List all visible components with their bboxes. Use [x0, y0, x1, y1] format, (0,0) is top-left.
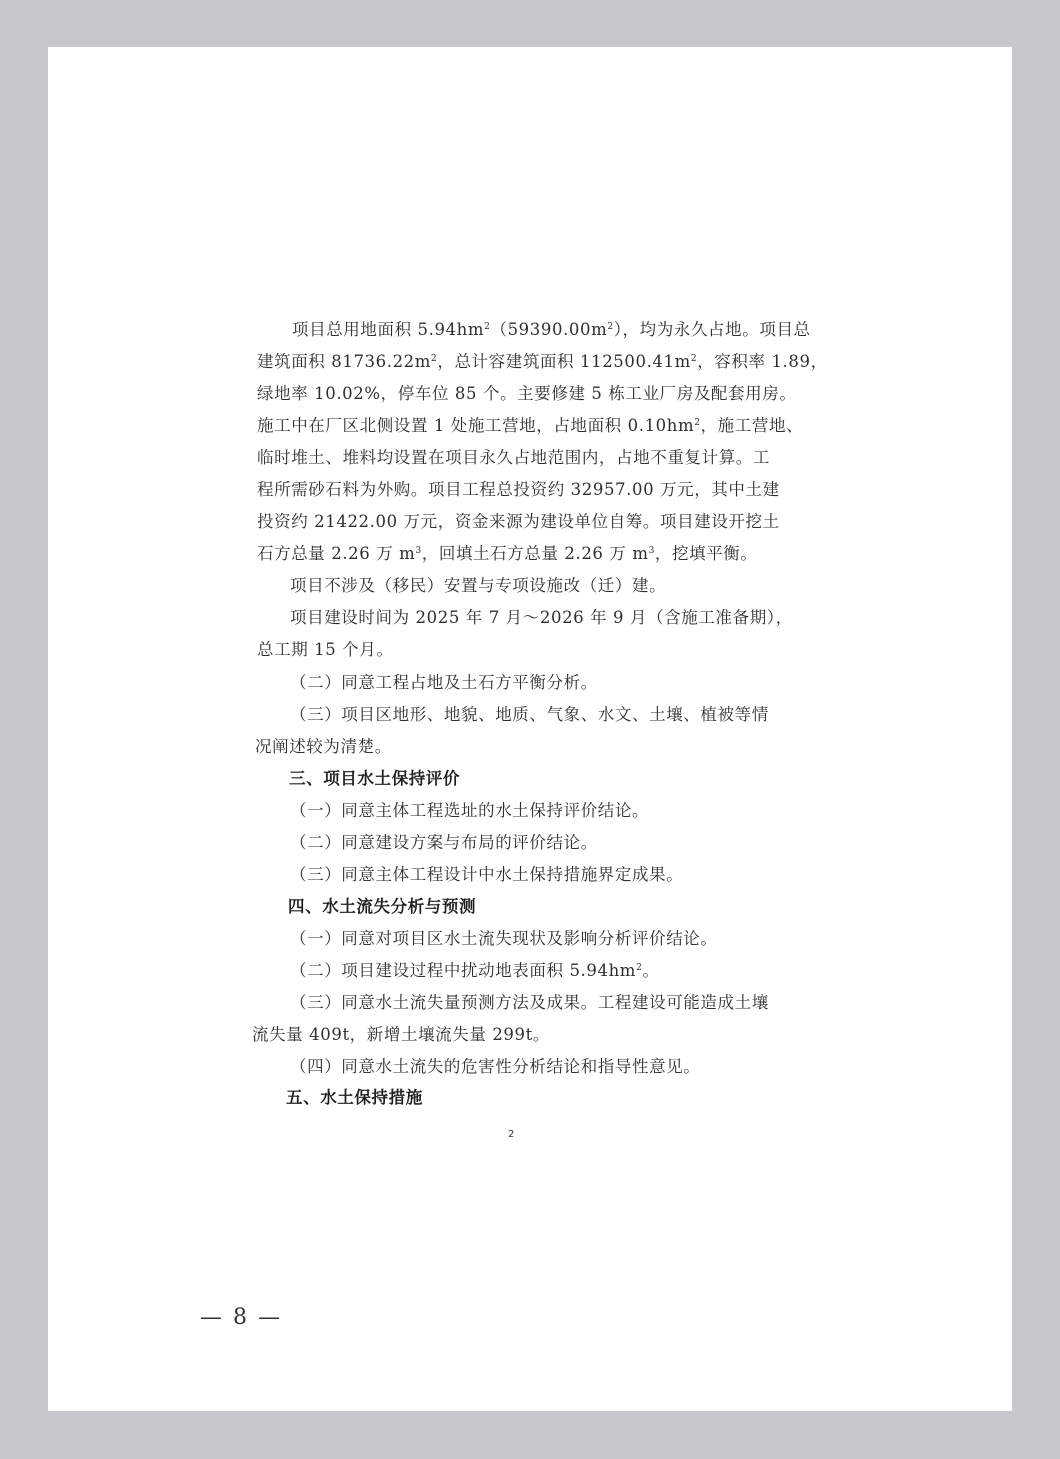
body-line: 项目不涉及（移民）安置与专项设施改（迁）建。	[290, 576, 667, 595]
section-heading: 四、水土流失分析与预测	[288, 897, 477, 916]
body-line: （三）同意主体工程设计中水土保持措施界定成果。	[290, 865, 684, 884]
body-line: （三）项目区地形、地貌、地质、气象、水文、土壤、植被等情	[290, 705, 769, 724]
body-line: （一）同意对项目区水土流失现状及影响分析评价结论。	[290, 929, 718, 948]
body-line: 项目总用地面积 $5.94hm^2(59390.00m^2)$，均为永久占地。项目总	[292, 320, 811, 339]
body-line: 施工中在厂区北侧设置 1 处施工营地，占地面积 $0.10hm^2$，施工营地、	[257, 416, 804, 435]
body-line: 况阐述较为清楚。	[255, 737, 392, 756]
body-line: 项目建设时间为 2025 年 7 月～2026 年 9 月（含施工准备期），	[290, 608, 793, 627]
body-line: 流失量 409t，新增土壤流失量 299t。	[252, 1025, 550, 1044]
body-line: 绿地率 10.02%，停车位 85 个。主要修建 5 栋工业厂房及配套用房。	[257, 384, 797, 403]
section-heading: 五、水土保持措施	[286, 1088, 423, 1107]
body-line: 临时堆土、堆料均设置在项目永久占地范围内，占地不重复计算。工	[257, 448, 770, 467]
body-line: （四）同意水土流失的危害性分析结论和指导性意见。	[290, 1057, 701, 1076]
footer-page-number: — 8 —	[200, 1305, 282, 1330]
body-line: 程所需砂石料为外购。项目工程总投资约 32957.00 万元，其中土建	[257, 480, 780, 499]
body-line: （二）同意建设方案与布局的评价结论。	[290, 833, 598, 852]
body-line: （二）项目建设过程中扰动地表面积 $5.94hm^2$。	[290, 961, 660, 980]
body-line: 投资约 21422.00 万元，资金来源为建设单位自筹。项目建设开挖土	[257, 512, 780, 531]
section-heading: 三、项目水土保持评价	[289, 769, 460, 788]
body-line: （二）同意工程占地及土石方平衡分析。	[290, 673, 598, 692]
document-page	[48, 47, 1012, 1411]
body-line: 建筑面积 $81736.22m^2$，总计容建筑面积 $112500.41m^2$，容积率 1.89，	[257, 352, 828, 371]
body-line: （三）同意水土流失量预测方法及成果。工程建设可能造成土壤	[290, 993, 769, 1012]
body-line: 石方总量 2.26 万 $m^3$，回填土石方总量 2.26 万 $m^3$，挖填平衡。	[257, 544, 758, 563]
inner-page-number: 2	[508, 1129, 515, 1140]
body-line: （一）同意主体工程选址的水土保持评价结论。	[290, 801, 650, 820]
body-line: 总工期 15 个月。	[257, 640, 394, 659]
